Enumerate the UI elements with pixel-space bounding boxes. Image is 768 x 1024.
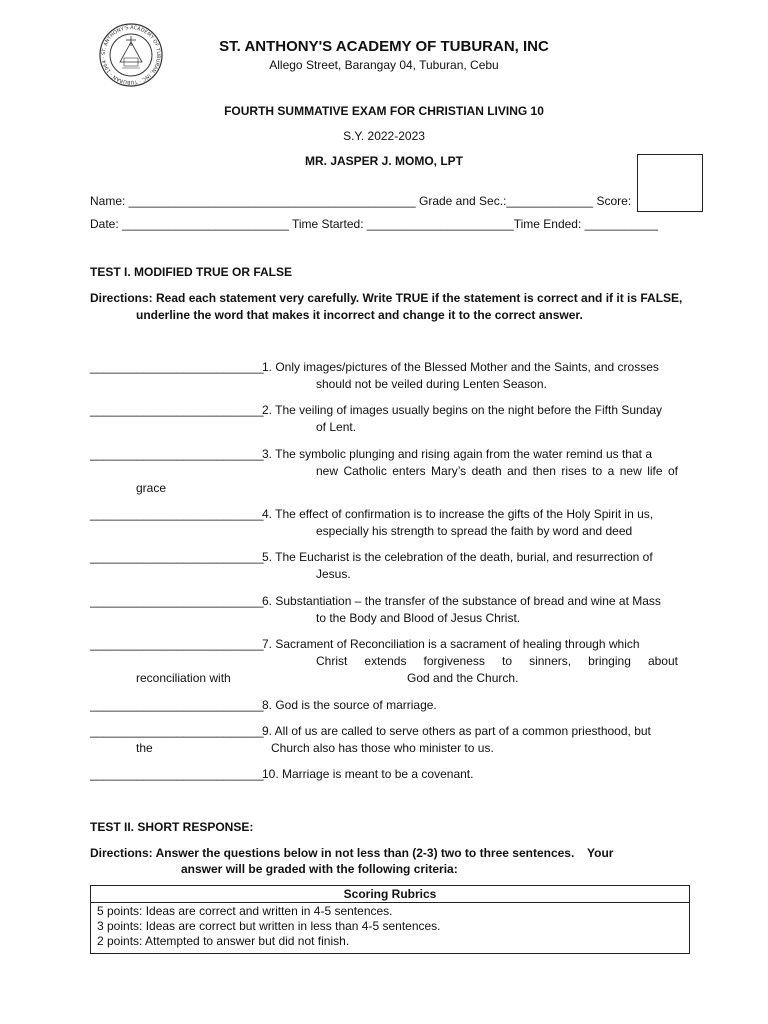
score-box[interactable]: [637, 154, 703, 212]
item-text-cont: of Lent.: [316, 420, 357, 434]
item-text: 6. Substantiation – the transfer of the substance of bread and wine at Mass: [262, 594, 661, 608]
item-text-cont: should not be veiled during Lenten Season.: [316, 377, 547, 391]
item-text-cont: new Catholic enters Mary’s death and then rises to a new life of: [316, 464, 678, 478]
item-text: 3. The symbolic plunging and rising again from the water remind us that a: [262, 447, 652, 461]
answer-blank[interactable]: __________________________: [90, 360, 264, 374]
item-text: 2. The veiling of images usually begins on the night before the Fifth Sunday: [262, 403, 663, 417]
test1-directions-cont: underline the word that makes it incorrect and change it to the correct answer.: [136, 308, 583, 322]
date-time-line[interactable]: Date: _________________________ Time Started: ______________________Time Ended: ___________: [90, 217, 659, 231]
test2-directions-your: Your: [587, 846, 614, 860]
logo-ring-text: ST. ANTHONY'S ACADEMY OF TUBURAN, INC · TUBURAN · 1964 ·: [100, 24, 162, 86]
rubric-body: [91, 903, 690, 954]
school-name: ST. ANTHONY'S ACADEMY OF TUBURAN, INC: [219, 38, 549, 55]
answer-blank[interactable]: __________________________: [90, 724, 264, 738]
test2-directions: Directions: Answer the questions below in not less than (2-3) two to three sentences.: [90, 846, 575, 860]
answer-blank[interactable]: __________________________: [90, 698, 264, 712]
item-text: 4. The effect of confirmation is to increase the gifts of the Holy Spirit in us,: [262, 507, 654, 521]
answer-blank[interactable]: __________________________: [90, 767, 264, 781]
rubric-line: 5 points: Ideas are correct and written in 4-5 sentences.: [97, 904, 393, 918]
test1-directions: Directions: Read each statement very carefully. Write TRUE if the statement is correct and if it is FALSE,: [90, 291, 683, 305]
answer-blank[interactable]: __________________________: [90, 594, 264, 608]
item-text-cont: grace: [136, 481, 167, 495]
school-year: S.Y. 2022-2023: [343, 129, 425, 143]
test1-title: TEST I. MODIFIED TRUE OR FALSE: [90, 265, 293, 279]
answer-blank[interactable]: __________________________: [90, 637, 264, 651]
rubric-line: 3 points: Ideas are correct but written in less than 4-5 sentences.: [97, 919, 441, 933]
answer-blank[interactable]: __________________________: [90, 507, 264, 521]
scoring-rubrics-table: [90, 885, 690, 954]
item-text-cont: especially his strength to spread the faith by word and deed: [316, 524, 633, 538]
item-text-cont: Jesus.: [316, 567, 351, 581]
item-text-cont: reconciliation with: [136, 671, 231, 685]
school-seal-logo: [98, 22, 164, 88]
item-text-cont: God and the Church.: [407, 671, 519, 685]
item-text: 5. The Eucharist is the celebration of the death, burial, and resurrection of: [262, 550, 653, 564]
item-text-cont: Christ extends forgiveness to sinners, bringing about: [316, 654, 678, 668]
item-text: 1. Only images/pictures of the Blessed Mother and the Saints, and crosses: [262, 360, 659, 374]
test2-title: TEST II. SHORT RESPONSE:: [90, 820, 254, 834]
answer-blank[interactable]: __________________________: [90, 447, 264, 461]
exam-title: FOURTH SUMMATIVE EXAM FOR CHRISTIAN LIVING 10: [224, 104, 544, 118]
item-text-cont: to the Body and Blood of Jesus Christ.: [316, 611, 521, 625]
answer-blank[interactable]: __________________________: [90, 550, 264, 564]
answer-blank[interactable]: __________________________: [90, 403, 264, 417]
item-text: 7. Sacrament of Reconciliation is a sacrament of healing through which: [262, 637, 640, 651]
rubric-title: Scoring Rubrics: [91, 886, 690, 903]
item-text-cont: the: [136, 741, 153, 755]
test2-directions-cont: answer will be graded with the following criteria:: [181, 862, 458, 876]
name-grade-score-line[interactable]: Name: ___________________________________________ Grade and Sec.:_____________ Score:: [90, 194, 632, 208]
item-text: 8. God is the source of marriage.: [262, 698, 437, 712]
school-address: Allego Street, Barangay 04, Tuburan, Cebu: [269, 58, 499, 72]
item-text: 9. All of us are called to serve others as part of a common priesthood, but: [262, 724, 651, 738]
teacher-name: MR. JASPER J. MOMO, LPT: [304, 154, 463, 168]
item-text: 10. Marriage is meant to be a covenant.: [262, 767, 474, 781]
rubric-line: 2 points: Attempted to answer but did not finish.: [97, 934, 350, 948]
item-text-cont: Church also has those who minister to us.: [271, 741, 494, 755]
